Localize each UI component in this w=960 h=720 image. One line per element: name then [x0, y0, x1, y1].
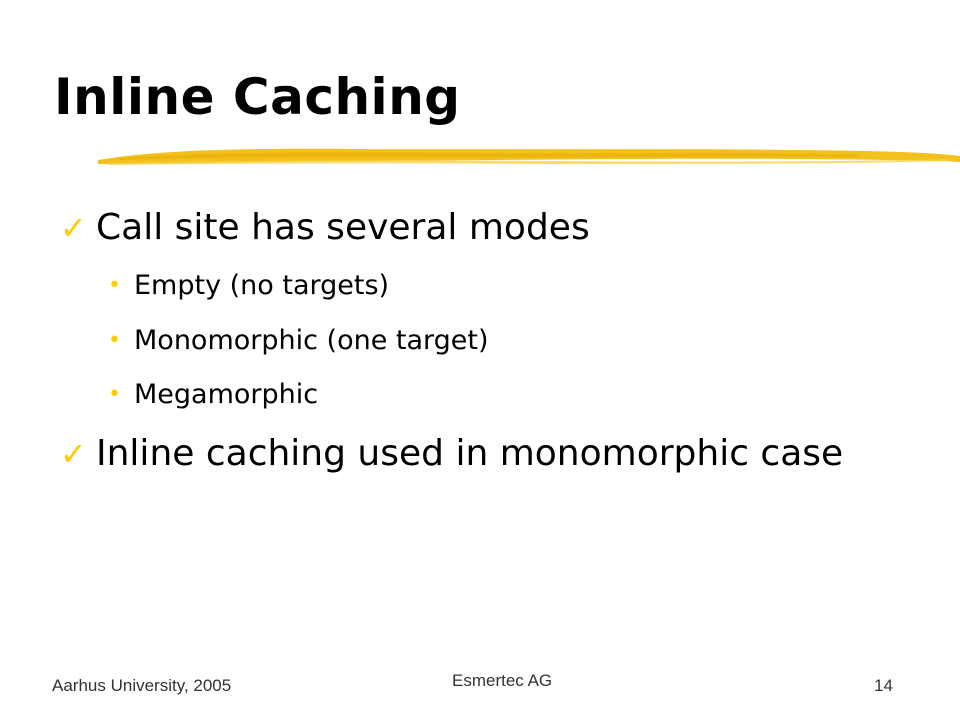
- bullet-text: Megamorphic: [134, 379, 319, 410]
- footer-center: Esmertec AG: [452, 671, 553, 690]
- bullet-level1: [60, 207, 590, 248]
- bullet-text: Call site has several modes: [96, 207, 590, 248]
- page-number: 14: [874, 676, 893, 695]
- bullet-level1: [60, 433, 844, 474]
- bullet-dot-icon: •: [108, 272, 121, 298]
- bullet-text: Monomorphic (one target): [134, 325, 489, 356]
- brushstroke-underline-icon: [98, 138, 960, 178]
- checkmark-icon: ✓: [60, 209, 87, 247]
- bullet-text: Inline caching used in monomorphic case: [96, 433, 844, 474]
- bullet-level2: [108, 327, 489, 354]
- bullet-level2: [108, 272, 389, 299]
- bullet-level2: [108, 381, 318, 408]
- bullet-dot-icon: •: [108, 381, 121, 407]
- slide-title: Inline Caching: [54, 68, 461, 126]
- bullet-text: Empty (no targets): [134, 270, 390, 301]
- bullet-dot-icon: •: [108, 327, 121, 353]
- footer-left: Aarhus University, 2005: [52, 676, 232, 695]
- checkmark-icon: ✓: [60, 435, 87, 473]
